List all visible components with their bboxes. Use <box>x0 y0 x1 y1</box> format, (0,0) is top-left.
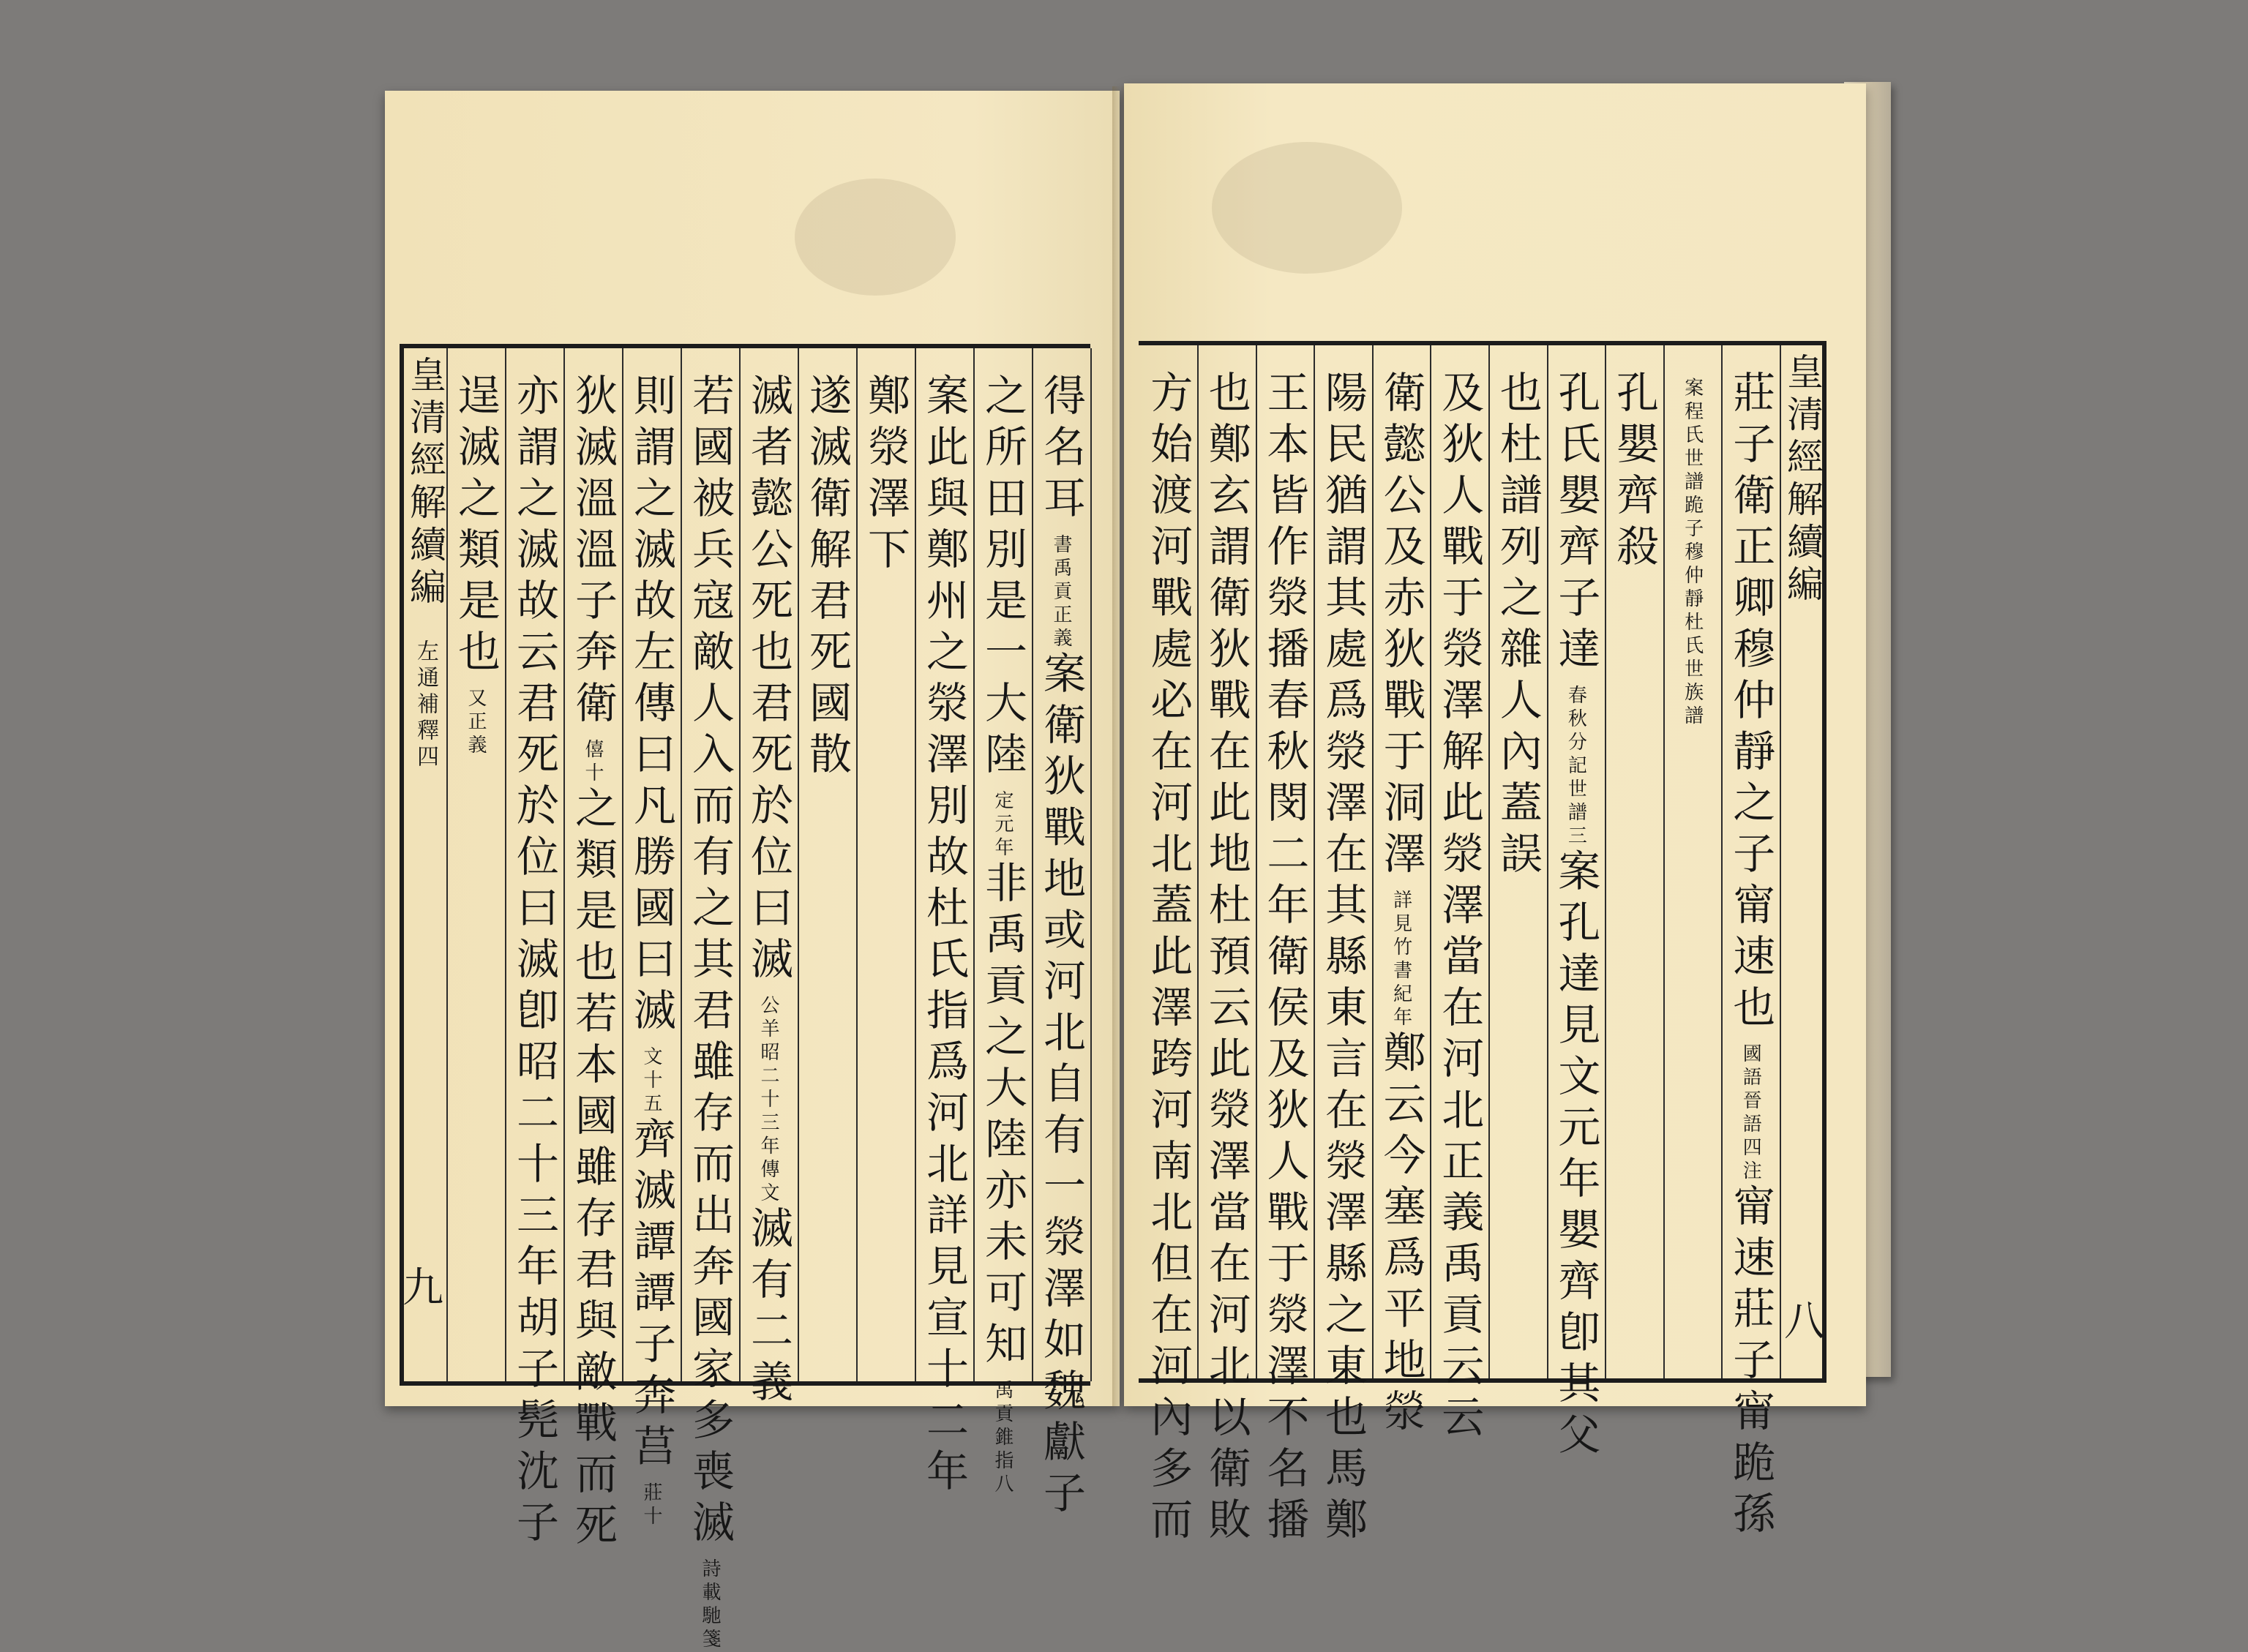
margin-title: 皇清經解續編 <box>404 356 446 610</box>
main-text: 非禹貢之大陸亦未可知 <box>978 860 1027 1373</box>
main-text: 也鄭玄謂衛狄戰在此地杜預云此滎澤當在河北以衛敗 <box>1201 370 1251 1548</box>
main-text: 案衛狄戰地或河北自有一滎澤如魏獻子 <box>1036 651 1086 1522</box>
annotation-text: 國語晉語四注 <box>1739 1043 1762 1184</box>
main-text: 莊子衛正卿穆仲靜之子甯速也 <box>1726 370 1776 1036</box>
main-text: 滅者懿公死也君死於位曰滅 <box>743 373 793 988</box>
text-column <box>1547 345 1607 1463</box>
main-text: 王本皆作滎播春秋閔二年衛侯及狄人戰于滎澤不名播 <box>1259 370 1310 1548</box>
text-column <box>505 348 565 1551</box>
main-text: 方始渡河戰處必在河北蓋此澤跨河南北但在河內多而 <box>1143 370 1194 1548</box>
main-text: 逞滅之類是也 <box>451 373 501 680</box>
main-text: 遂滅衛解君死國散 <box>802 373 852 783</box>
text-column <box>1139 345 1199 1548</box>
main-text: 亦謂之滅故云君死於位曰滅卽昭二十三年胡子髡沈子 <box>509 373 559 1551</box>
text-column <box>915 348 975 1500</box>
text-column <box>446 348 506 1381</box>
margin-subtitle: 左通補釋四 <box>413 639 438 771</box>
left-margin-column <box>404 348 448 1381</box>
main-text: 得名耳 <box>1036 373 1086 527</box>
annotation-text: 文十五 <box>640 1046 662 1116</box>
right-page <box>1124 83 1866 1548</box>
main-text: 之類是也若本國雖存君與敵戰而死 <box>568 786 618 1554</box>
margin-page-number: 八 <box>1784 1298 1825 1345</box>
left-page <box>385 91 1120 1652</box>
main-text: 陽民猶謂其處爲滎澤在其縣東言在滎澤縣之東也馬鄭 <box>1317 370 1368 1548</box>
right-margin-column <box>1780 345 1824 1378</box>
annotation-text: 莊十 <box>640 1482 662 1529</box>
text-column <box>1605 345 1665 1378</box>
annotation-text: 春秋分記世譜三 <box>1565 685 1587 849</box>
right-text-block <box>1139 341 1826 1548</box>
text-column <box>563 348 623 1554</box>
main-text: 孔氏嬰齊子達 <box>1551 370 1601 677</box>
text-column <box>622 348 682 1529</box>
annotation-text: 禹貢錐指八 <box>992 1380 1014 1497</box>
annotation-text: 定元年 <box>992 790 1014 860</box>
main-text: 滅有二義 <box>743 1206 793 1411</box>
annotation-text: 公羊昭二十三年傳文 <box>757 995 779 1206</box>
text-column <box>1430 345 1490 1446</box>
main-text: 甯速莊子甯跪孫 <box>1726 1184 1776 1542</box>
main-text: 衛懿公及赤狄戰于洞澤 <box>1376 370 1426 882</box>
text-column <box>973 348 1033 1497</box>
text-column <box>1032 348 1092 1522</box>
margin-page-number: 九 <box>402 1264 443 1312</box>
main-text: 案孔達見文元年嬰齊卽其父 <box>1551 849 1601 1463</box>
text-column <box>739 348 799 1411</box>
annotation-text: 案程氏世譜跪子穆仲靜杜氏世族譜 <box>1681 378 1704 729</box>
main-text: 鄭滎澤下 <box>861 373 910 578</box>
text-column <box>1256 345 1316 1548</box>
left-text-block <box>400 344 1090 1652</box>
main-text: 鄭云今塞爲平地滎 <box>1376 1030 1426 1440</box>
stain <box>795 179 956 296</box>
text-column <box>681 348 741 1652</box>
text-column <box>1197 345 1257 1548</box>
annotation-text: 書禹貢正義 <box>1050 534 1072 651</box>
text-column <box>798 348 858 1381</box>
main-text: 則謂之滅故左傳曰凡勝國曰滅 <box>626 373 676 1039</box>
text-column <box>1721 345 1781 1542</box>
annotation-text: 又正義 <box>465 688 487 758</box>
main-text: 狄滅溫溫子奔衛 <box>568 373 618 732</box>
annotation-text: 詩載馳箋 <box>699 1558 721 1652</box>
margin-title: 皇清經解續編 <box>1781 353 1824 607</box>
text-column <box>1663 345 1723 1378</box>
main-text: 之所田別是一大陸 <box>978 373 1027 783</box>
text-column <box>1372 345 1432 1440</box>
text-column <box>1488 345 1548 1378</box>
main-text: 若國被兵寇敵人入而有之其君雖存而出奔國家多喪滅 <box>685 373 735 1551</box>
main-text: 也杜譜列之雜人內蓋誤 <box>1492 370 1543 882</box>
main-text: 齊滅譚譚子奔莒 <box>626 1116 676 1475</box>
annotation-text: 僖十 <box>582 739 604 786</box>
main-text: 案此與鄭州之滎澤別故杜氏指爲河北詳見宣十二年 <box>919 373 969 1500</box>
text-column <box>856 348 916 1381</box>
stain <box>1212 142 1402 274</box>
main-text: 孔嬰齊殺 <box>1608 370 1659 575</box>
main-text: 及狄人戰于滎澤解此滎澤當在河北正義禹貢云云 <box>1434 370 1485 1446</box>
text-column <box>1314 345 1374 1548</box>
annotation-text: 詳見竹書紀年 <box>1390 890 1412 1030</box>
